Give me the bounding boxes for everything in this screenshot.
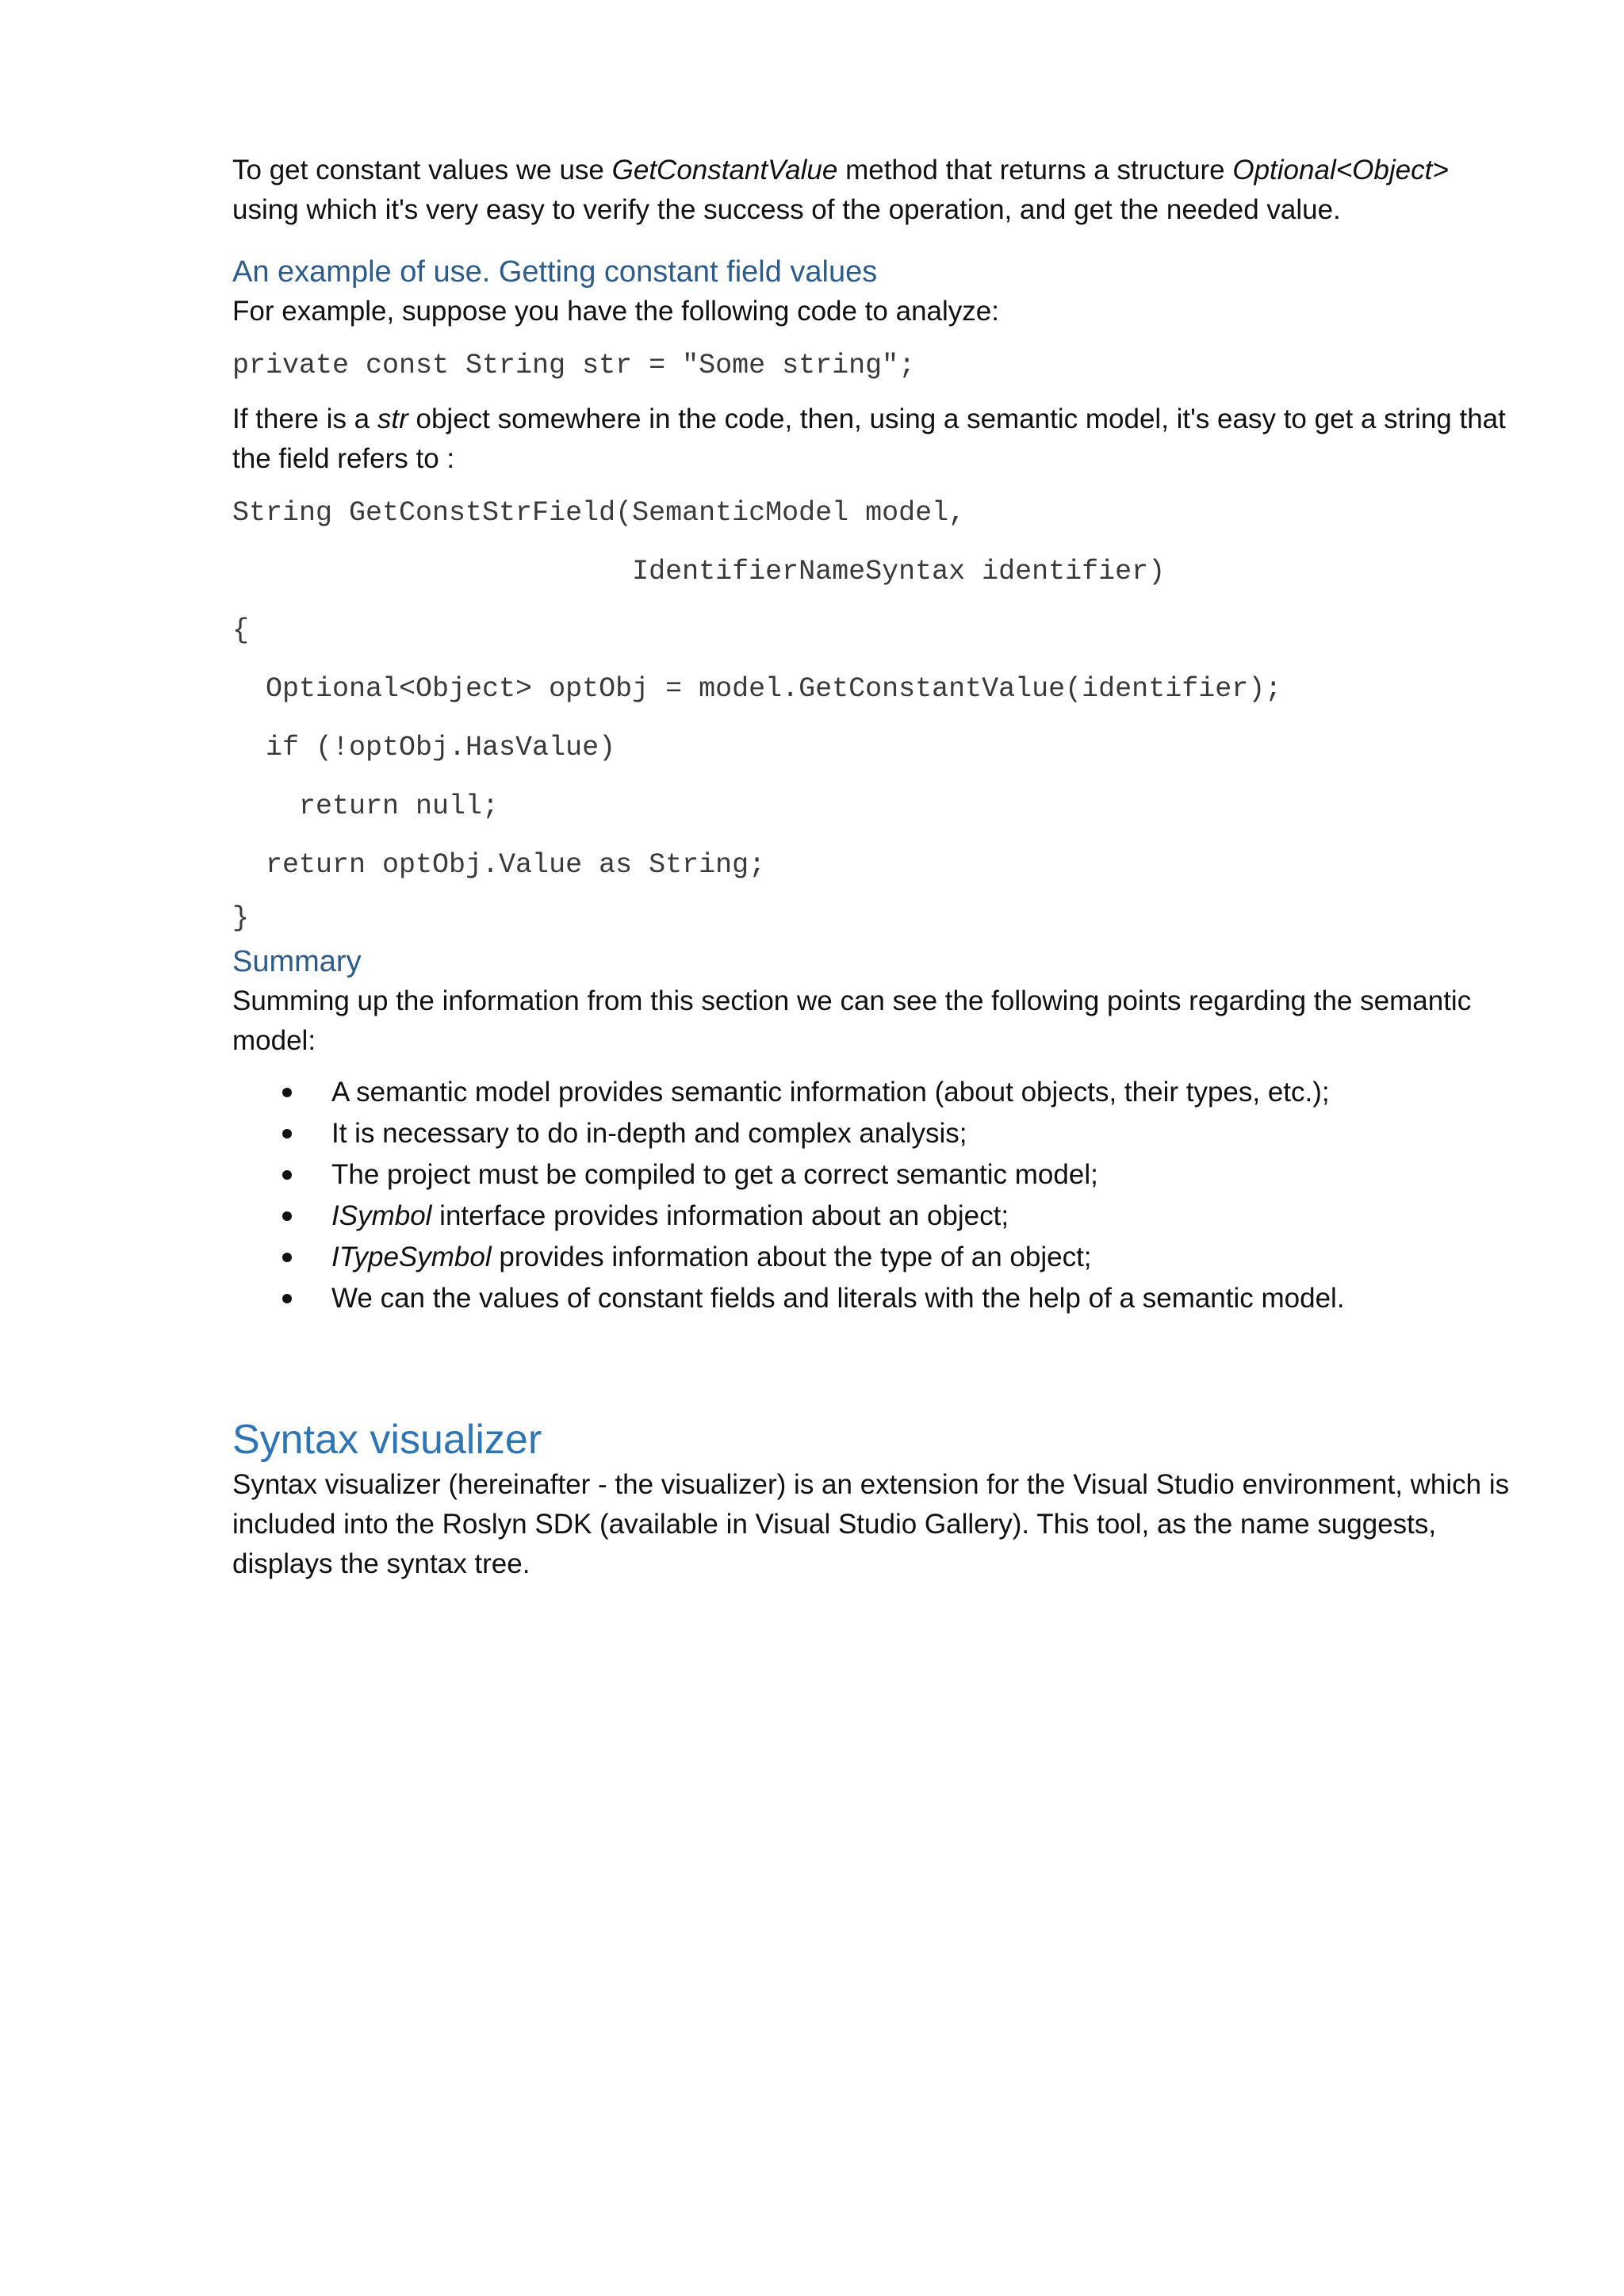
section-heading-syntax-visualizer: Syntax visualizer <box>232 1417 542 1463</box>
example-text-b: object somewhere in the code, then, using a semantic model, it's easy to get a string that the field refers to : <box>232 404 1506 474</box>
code-line: } <box>232 902 250 934</box>
code-block-method <box>232 484 1517 942</box>
bullet-icon <box>282 1211 292 1221</box>
code-line: Optional<Object> optObj = model.GetConstantValue(identifier); <box>232 673 1282 705</box>
code-line: { <box>232 614 250 646</box>
example-paragraph <box>232 400 1517 479</box>
str-identifier: str <box>377 404 408 434</box>
list-item-text: The project must be compiled to get a correct semantic model; <box>331 1159 1098 1190</box>
code-line: return null; <box>232 790 500 822</box>
example-lead: For example, suppose you have the following code to analyze: <box>232 296 999 327</box>
list-item <box>232 1278 1517 1319</box>
example-heading: An example of use. Getting constant field values <box>232 255 878 289</box>
document-page <box>232 151 1517 1584</box>
bullet-icon <box>282 1088 292 1097</box>
bullet-icon <box>282 1294 292 1303</box>
intro-text-2: method that returns a structure <box>837 155 1233 186</box>
intro-text-3: using which it's very easy to verify the success of the operation, and get the needed value. <box>232 194 1341 225</box>
intro-paragraph <box>232 151 1517 230</box>
list-item-text: It is necessary to do in-depth and complex analysis; <box>331 1118 967 1149</box>
list-item-emphasis: ITypeSymbol <box>331 1242 492 1272</box>
bullet-icon <box>282 1170 292 1180</box>
bullet-icon <box>282 1253 292 1262</box>
intro-text-1: To get constant values we use <box>232 155 612 186</box>
list-item-text: provides information about the type of an object; <box>491 1242 1092 1272</box>
list-item <box>232 1196 1517 1237</box>
summary-lead: Summing up the information from this section we can see the following points regarding the semantic model: <box>232 985 1472 1056</box>
syntax-visualizer-paragraph: Syntax visualizer (hereinafter - the visualizer) is an extension for the Visual Studio environment, which is included into the Roslyn SDK (available in Visual Studio Gallery). This tool, as the name suggests, displays the syntax tree. <box>232 1469 1510 1579</box>
list-item <box>232 1072 1517 1113</box>
code-snippet-const: private const String str = "Some string"; <box>232 350 916 381</box>
code-line: String GetConstStrField(SemanticModel model, <box>232 497 966 529</box>
list-item-emphasis: ISymbol <box>331 1200 432 1231</box>
list-item <box>232 1113 1517 1154</box>
list-item-text: A semantic model provides semantic information (about objects, their types, etc.); <box>331 1077 1330 1108</box>
code-line: IdentifierNameSyntax identifier) <box>232 556 1166 587</box>
bullet-icon <box>282 1129 292 1138</box>
method-name: GetConstantValue <box>611 155 838 186</box>
list-item-text: interface provides information about an object; <box>431 1200 1009 1231</box>
list-item <box>232 1237 1517 1278</box>
summary-heading: Summary <box>232 945 362 978</box>
example-text-a: If there is a <box>232 404 377 434</box>
list-item <box>232 1154 1517 1196</box>
list-item-text: We can the values of constant fields and literals with the help of a semantic model. <box>331 1283 1345 1314</box>
code-line: if (!optObj.HasValue) <box>232 732 616 763</box>
code-line: return optObj.Value as String; <box>232 849 766 881</box>
type-name: Optional<Object> <box>1232 155 1449 186</box>
summary-list <box>232 1072 1517 1319</box>
